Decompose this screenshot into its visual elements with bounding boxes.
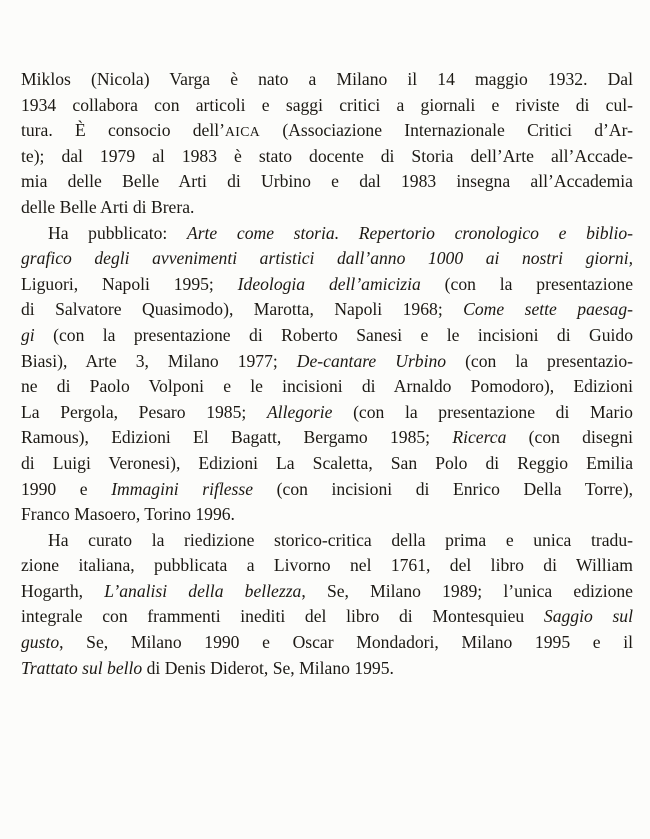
text-segment: integrale con frammenti inediti del libro di Montesquieu: [21, 606, 544, 627]
text-segment: di Luigi Veronesi), Edizioni La Scaletta, San Polo di Reggio Emilia: [21, 452, 633, 473]
text-segment: ne di Paolo Volponi e le incisioni di Arnaldo Pomodoro), Edizioni: [21, 376, 633, 397]
text-line: [21, 400, 633, 426]
book-title: gusto: [21, 632, 60, 653]
text-segment: (con la presentazio-: [446, 350, 633, 371]
text-line: [21, 553, 633, 579]
text-segment: Liguori, Napoli 1995;: [21, 273, 238, 294]
text-line: [21, 93, 633, 119]
text-segment: mia delle Belle Arti di Urbino e dal 1983 insegna all’Accademia: [21, 171, 633, 192]
text-line: [21, 579, 633, 605]
text-line: [21, 656, 633, 682]
book-title: Immagini riflesse: [111, 478, 254, 499]
text-segment: delle Belle Arti di Brera.: [21, 196, 195, 217]
book-title: L’analisi della bellezza: [104, 580, 302, 601]
text-segment: La Pergola, Pesaro 1985;: [21, 401, 267, 422]
text-segment: te); dal 1979 al 1983 è stato docente di Storia dell’Arte all’Accade-: [21, 145, 633, 166]
text-line: [21, 144, 633, 170]
paragraph-publications: [21, 221, 633, 528]
text-line: [21, 349, 633, 375]
text-segment: Ha pubblicato:: [48, 222, 187, 243]
text-segment: 1934 collabora con articoli e saggi critici a giornali e riviste di cul-: [21, 94, 633, 115]
text-segment: (con la presentazione di Roberto Sanesi e le incisioni di Guido: [34, 324, 633, 345]
book-title: Allegorie: [266, 401, 333, 422]
text-line: [21, 272, 633, 298]
book-title: Come sette paesag-: [463, 299, 633, 320]
text-segment: di Denis Diderot, Se, Milano 1995.: [142, 657, 394, 678]
smallcaps-acronym: AICA: [224, 124, 261, 140]
text-line: [21, 169, 633, 195]
book-title: Trattato sul bello: [21, 657, 143, 678]
text-line: [21, 528, 633, 554]
text-segment: (con incisioni di Enrico Della Torre),: [253, 478, 633, 499]
text-segment: zione italiana, pubblicata a Livorno nel 1761, del libro di William: [21, 555, 633, 576]
text-segment: di Salvatore Quasimodo), Marotta, Napoli 1968;: [21, 299, 464, 320]
text-line: [21, 246, 633, 272]
text-segment: (con la presentazione: [420, 273, 634, 294]
book-title: Ideologia dell’amicizia: [237, 273, 421, 294]
text-segment: tura. È consocio dell’: [21, 120, 225, 141]
text-line: [21, 451, 633, 477]
text-line: [21, 477, 633, 503]
book-title: De-cantare Urbino: [296, 350, 447, 371]
text-line: [21, 604, 633, 630]
text-segment: Franco Masoero, Torino 1996.: [21, 504, 235, 525]
text-line: [21, 118, 633, 144]
text-line: [21, 323, 633, 349]
text-segment: (con la presentazione di Mario: [332, 401, 633, 422]
text-segment: 1990 e: [21, 478, 112, 499]
text-line: [21, 630, 633, 656]
book-title: grafico degli avvenimenti artistici dall’anno 1000 ai nostri giorni,: [21, 248, 633, 269]
text-segment: Biasi), Arte 3, Milano 1977;: [21, 350, 297, 371]
book-title: gi: [21, 324, 35, 345]
text-segment: (con disegni: [506, 427, 633, 448]
text-segment: Ha curato la riedizione storico-critica della prima e unica tradu-: [48, 529, 633, 550]
text-line: [21, 374, 633, 400]
text-line: [21, 221, 633, 247]
text-line: [21, 425, 633, 451]
text-line: [21, 67, 633, 93]
text-segment: , Se, Milano 1990 e Oscar Mondadori, Milano 1995 e il: [59, 632, 633, 653]
book-title: Arte come storia. Repertorio cronologico e biblio-: [186, 222, 633, 243]
text-segment: , Se, Milano 1989; l’unica edizione: [301, 580, 633, 601]
text-line: [21, 502, 633, 528]
book-title: Saggio sul: [543, 606, 633, 627]
text-block: [21, 67, 633, 681]
text-line: [21, 195, 633, 221]
paragraph-curatorship: [21, 528, 633, 682]
text-segment: Hogarth,: [21, 580, 105, 601]
paragraph-biography-intro: [21, 67, 633, 221]
book-title: Ricerca: [452, 427, 507, 448]
text-line: [21, 297, 633, 323]
text-segment: Miklos (Nicola) Varga è nato a Milano il 14 maggio 1932. Dal: [21, 69, 633, 89]
text-segment: Ramous), Edizioni El Bagatt, Bergamo 1985;: [21, 427, 453, 448]
text-segment: (Associazione Internazionale Critici d’Ar-: [260, 120, 633, 141]
